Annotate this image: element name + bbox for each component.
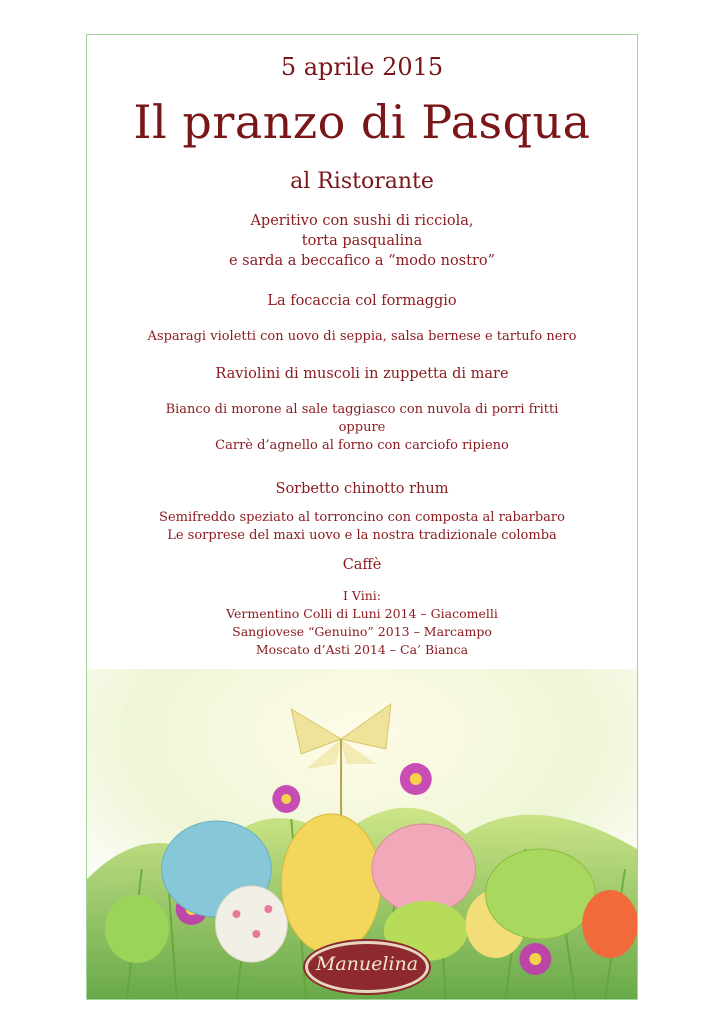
course-line: torta pasqualina <box>301 233 423 249</box>
subtitle: al Ristorante <box>290 169 434 194</box>
course-dolci <box>87 509 637 545</box>
course-line: oppure <box>338 420 386 435</box>
wine-item: Moscato d’Asti 2014 – Ca’ Bianca <box>255 642 469 657</box>
course-line: Le sorprese del maxi uovo e la nostra tradizionale colomba <box>167 528 557 543</box>
wine-item: Sangiovese “Genuino” 2013 – Marcampo <box>232 624 492 639</box>
course-line: e sarda a beccafico a “modo nostro” <box>228 253 496 269</box>
wine-item: Vermentino Colli di Luni 2014 – Giacomelli <box>226 606 498 621</box>
course-line: Carrè d’agnello al forno con carciofo ripieno <box>215 438 509 453</box>
course-secondi <box>87 401 637 455</box>
wine-list <box>87 587 637 659</box>
course-caffe: Caffè <box>342 557 382 573</box>
course-raviolini: Raviolini di muscoli in zuppetta di mare <box>215 366 509 382</box>
page-title: Il pranzo di Pasqua <box>133 95 591 149</box>
event-date: 5 aprile 2015 <box>280 53 444 81</box>
course-line: Bianco di morone al sale taggiasco con nuvola di porri fritti <box>165 402 559 417</box>
menu-card <box>86 34 638 1000</box>
course-sorbetto: Sorbetto chinotto rhum <box>275 481 449 497</box>
course-line: Aperitivo con sushi di ricciola, <box>250 213 474 229</box>
logo-text: Manuelina <box>315 953 419 975</box>
restaurant-logo <box>305 941 429 993</box>
course-focaccia: La focaccia col formaggio <box>267 293 457 309</box>
course-line: Semifreddo speziato al torroncino con composta al rabarbaro <box>159 510 565 525</box>
course-antipasto <box>87 211 637 271</box>
course-asparagi: Asparagi violetti con uovo di seppia, salsa bernese e tartufo nero <box>147 329 577 344</box>
wine-heading: I Vini: <box>343 588 381 603</box>
